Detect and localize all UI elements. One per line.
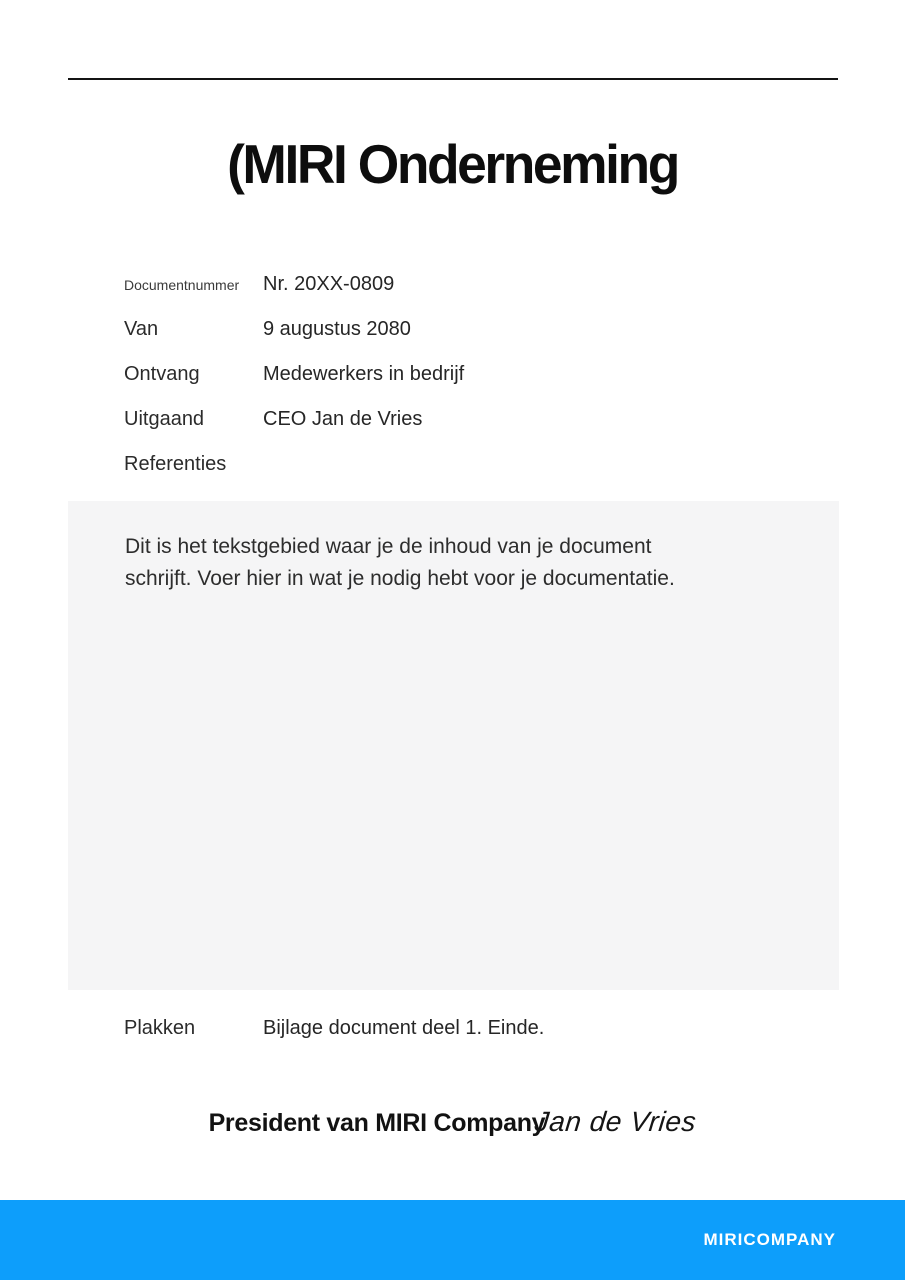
field-row-plakken [124,1006,544,1051]
field-label-documentnummer: Documentnummer [124,277,240,293]
field-value-van: 9 augustus 2080 [263,318,411,340]
document-title: (MIRI Onderneming [227,133,678,195]
signature-block [0,1106,905,1138]
field-row-ontvang [124,352,464,397]
header-rule [68,78,838,80]
field-row-van [124,307,464,352]
meta-fields [124,262,464,487]
body-text-area [68,501,839,990]
field-label-referenties: Referenties [124,453,227,475]
field-row-uitgaand [124,397,464,442]
body-text: Dit is het tekstgebied waar je de inhoud van je document schrijft. Voer hier in wat je nodig hebt voor je documentatie. [125,535,675,590]
field-label-ontvang: Ontvang [124,363,200,385]
footer-bar [0,1200,905,1280]
field-label-uitgaand: Uitgaand [124,408,205,430]
field-row-referenties [124,442,464,487]
field-value-uitgaand: CEO Jan de Vries [263,408,423,430]
signature-handwriting: Jan de Vries [533,1106,699,1137]
field-label-plakken: Plakken [124,1017,196,1039]
attachment-row [124,1006,544,1051]
field-value-ontvang: Medewerkers in bedrijf [263,363,465,385]
field-value-plakken: Bijlage document deel 1. Einde. [263,1017,545,1039]
field-value-documentnummer: Nr. 20XX-0809 [263,273,395,295]
footer-brand-text: MIRICOMPANY [703,1230,836,1249]
field-row-documentnummer [124,262,464,307]
signature-title: President van MIRI Company [208,1109,546,1137]
field-label-van: Van [124,318,159,340]
